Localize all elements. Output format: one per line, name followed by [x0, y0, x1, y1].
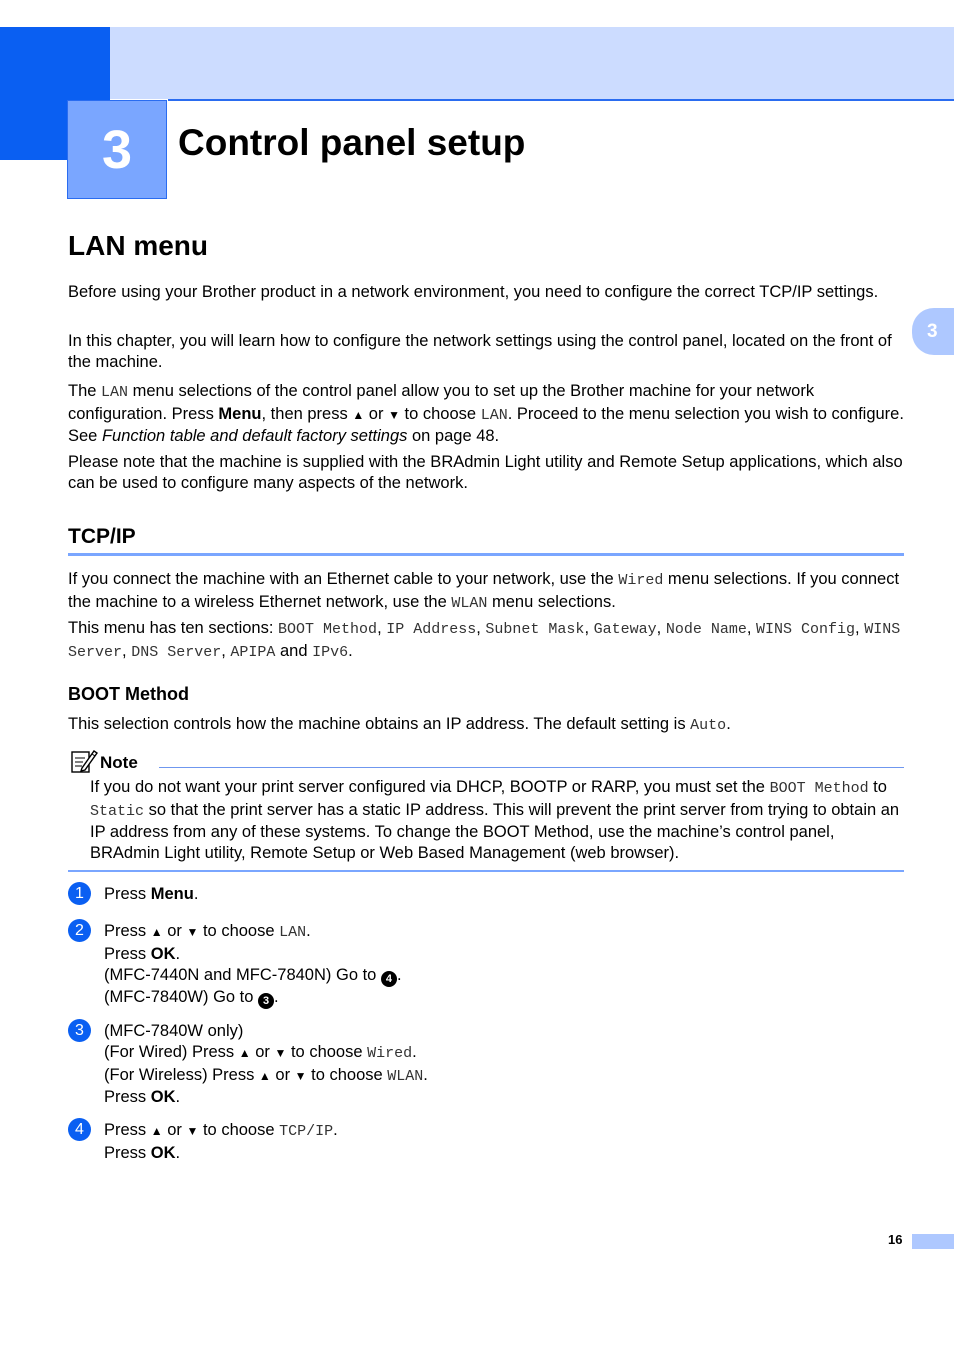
chapter-number-box: 3 — [67, 100, 167, 199]
step-number-badge: 3 — [68, 1019, 91, 1042]
list-separator: , — [221, 641, 231, 660]
step-reference-link[interactable]: 3 — [258, 993, 274, 1009]
cross-reference-link[interactable]: Function table and default factory settings — [101, 427, 408, 445]
list-separator: , — [656, 619, 666, 637]
section-item: DNS Server — [131, 643, 222, 661]
step-body: Press Menu. — [104, 885, 199, 903]
lan-paragraph-3: The LAN menu selections of the control panel allow you to set up the Brother machine for your network configuration. Press Menu, then press ▲ or ▼ to choose LAN. Proceed to the menu selection you wish to configure. See Function table and default factory settings on page 48. — [68, 382, 904, 445]
list-separator: , — [377, 619, 387, 637]
ok-key: OK — [150, 1143, 176, 1162]
down-arrow-icon: ▼ — [186, 925, 199, 939]
step-number-badge: 1 — [68, 882, 91, 905]
step-line: (MFC-7840W only) — [104, 1022, 244, 1040]
note-label: Note — [100, 753, 138, 772]
code-tcpip: TCP/IP — [279, 1123, 334, 1140]
section-item: Subnet Mask — [485, 621, 585, 638]
section-item: APIPA — [230, 643, 276, 661]
down-arrow-icon: ▼ — [186, 1124, 199, 1138]
section-item: WINS Server — [68, 621, 901, 661]
code-auto: Auto — [690, 717, 727, 734]
list-separator: , — [122, 641, 132, 660]
tcpip-heading: TCP/IP — [68, 525, 136, 548]
step-body — [104, 921, 402, 1009]
up-arrow-icon: ▲ — [150, 925, 163, 939]
lan-menu-heading: LAN menu — [68, 230, 208, 261]
tcpip-heading-rule — [68, 553, 904, 556]
down-arrow-icon: ▼ — [274, 1045, 287, 1060]
step-line: Press OK. — [104, 1143, 181, 1162]
ok-key: OK — [150, 944, 176, 963]
section-item: WINS Config — [756, 621, 856, 638]
step-line: Press OK. — [104, 1088, 181, 1107]
section-item: IP Address — [386, 621, 477, 638]
note-top-rule — [159, 767, 904, 768]
menu-key: Menu — [150, 885, 194, 903]
boot-paragraph: This selection controls how the machine obtains an IP address. The default setting is Auto. — [68, 715, 731, 734]
boot-method-heading: BOOT Method — [68, 684, 189, 704]
up-arrow-icon: ▲ — [238, 1045, 251, 1060]
code-wlan: WLAN — [451, 594, 488, 612]
code-lan: LAN — [279, 924, 307, 941]
header-rule — [168, 99, 954, 101]
tcpip-paragraph-1: If you connect the machine with an Ethernet cable to your network, use the Wired menu selections. If you connect the machine to a wireless Ethernet network, use the WLAN menu selections. — [68, 570, 900, 612]
note-text: If you do not want your print server configured via DHCP, BOOTP or RARP, you must set the BOOT Method to Static so that the print server has a static IP address. This will prevent the print server from trying to obtain an IP address from any of these systems. To change the BOOT Method, use the machine’s control panel, BRAdmin Light utility, Remote Setup or Web Based Management (web browser). — [90, 778, 900, 863]
header-band — [110, 27, 954, 99]
up-arrow-icon: ▲ — [150, 1124, 163, 1138]
code-boot-method: BOOT Method — [769, 780, 869, 797]
list-separator: , — [584, 619, 594, 637]
page-number-tab — [912, 1234, 954, 1249]
step-reference-link[interactable]: 4 — [381, 971, 397, 987]
section-item: BOOT Method — [278, 621, 378, 638]
page-number: 16 — [888, 1232, 903, 1247]
code-wlan: WLAN — [387, 1067, 424, 1085]
chapter-side-tab[interactable]: 3 — [912, 308, 954, 355]
step-line: Press ▲ or ▼ to choose TCP/IP. — [104, 1121, 338, 1140]
up-arrow-icon: ▲ — [258, 1068, 271, 1083]
section-item: Node Name — [665, 621, 747, 638]
section-item: IPv6 — [312, 643, 349, 661]
note-bottom-rule — [68, 870, 904, 872]
down-arrow-icon: ▼ — [388, 407, 400, 422]
down-arrow-icon: ▼ — [294, 1068, 307, 1083]
code-lan: LAN — [480, 406, 508, 424]
step-line: (For Wireless) Press ▲ or ▼ to choose WLAN. — [104, 1065, 428, 1085]
lan-paragraph-2: In this chapter, you will learn how to configure the network settings using the control panel, located on the front of the machine. — [68, 332, 892, 371]
section-item: Gateway — [593, 621, 657, 638]
step-number-badge: 2 — [68, 919, 91, 942]
step-body — [104, 1021, 428, 1108]
list-separator: , — [746, 619, 756, 637]
step-line: Press OK. — [104, 944, 181, 963]
note-pencil-icon — [70, 748, 98, 774]
list-separator: , — [855, 619, 865, 637]
step-line: Press ▲ or ▼ to choose LAN. — [104, 922, 311, 941]
code-wired: Wired — [618, 572, 664, 589]
code-static: Static — [90, 802, 145, 820]
step-number-badge: 4 — [68, 1118, 91, 1141]
step-body — [104, 1120, 338, 1164]
ok-key: OK — [150, 1088, 176, 1107]
up-arrow-icon: ▲ — [352, 407, 365, 422]
tcpip-paragraph-2: This menu has ten sections: BOOT Method, IP Address, Subnet Mask, Gateway, Node Name, WINS Config, WINS Server, DNS Server, APIPA and IPv6. — [68, 619, 901, 661]
chapter-title: Control panel setup — [178, 122, 526, 163]
code-wired: Wired — [367, 1044, 413, 1062]
code-lan: LAN — [101, 384, 129, 401]
lan-paragraph-1: Before using your Brother product in a network environment, you need to configure the correct TCP/IP settings. — [68, 283, 879, 301]
step-line: (MFC-7440N and MFC-7840N) Go to 4 . — [104, 965, 402, 985]
step-line: (For Wired) Press ▲ or ▼ to choose Wired. — [104, 1042, 417, 1062]
menu-key: Menu — [218, 404, 262, 423]
step-line: (MFC-7840W) Go to 3 . — [104, 987, 279, 1007]
list-separator: , — [476, 619, 486, 637]
lan-paragraph-4: Please note that the machine is supplied with the BRAdmin Light utility and Remote Setup applications, which also can be used to configure many aspects of the network. — [68, 453, 903, 492]
